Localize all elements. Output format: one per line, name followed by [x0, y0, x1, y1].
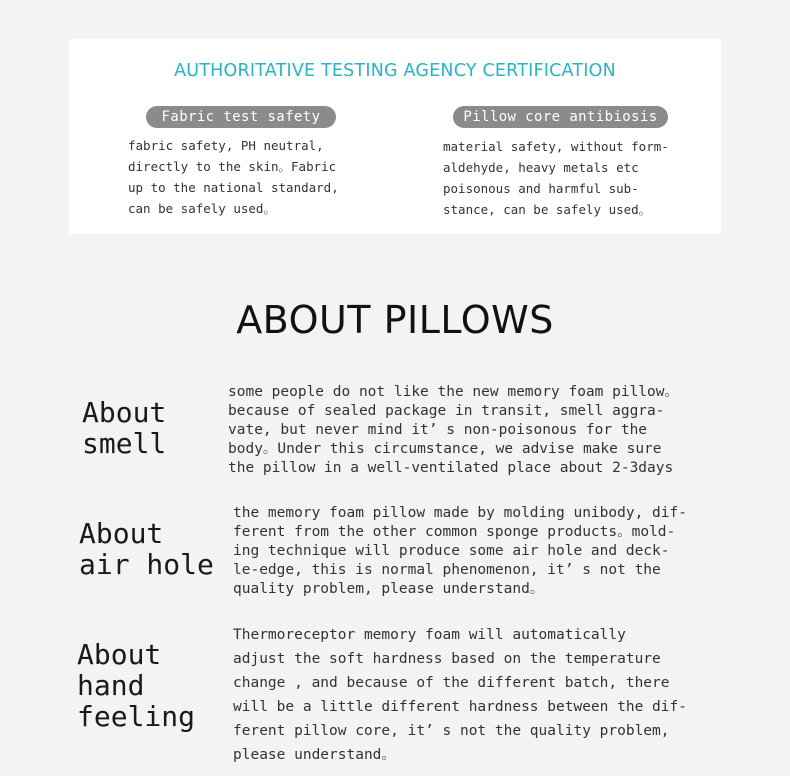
about-smell-text: some people do not like the new memory foam pillow。 because of sealed package in transit, smell aggra- vate, but never mind it’ s non-poisonous for the body。Under this circumstance, we advise make sure the pillow in a well-ventilated place about 2-3days — [228, 384, 679, 476]
about-hand-feeling-label: About hand feeling — [77, 638, 196, 733]
fabric-test-description: fabric safety, PH neutral, directly to the skin。Fabric up to the national standard, can be safely used。 — [128, 138, 339, 216]
certification-title: AUTHORITATIVE TESTING AGENCY CERTIFICATION — [174, 61, 616, 81]
fabric-test-badge: Fabric test safety — [146, 106, 336, 128]
about-air-hole-label: About air hole — [79, 517, 214, 581]
about-hand-feeling-text: Thermoreceptor memory foam will automatically adjust the soft hardness based on the temperature change , and because of the different batch, there will be a little different hardness between the dif- ferent pillow core, it’ s not the quality problem, please understand。 — [233, 627, 687, 763]
pillow-core-badge: Pillow core antibiosis — [453, 106, 668, 128]
about-smell-label: About smell — [82, 396, 167, 460]
about-pillows-title: ABOUT PILLOWS — [236, 298, 554, 342]
about-air-hole-text: the memory foam pillow made by molding unibody, dif- ferent from the other common sponge products。mold- ing technique will produce some air hole and deck- le-edge, this is normal phenomenon, it’ s not the quality problem, please understand。 — [233, 505, 687, 597]
pillow-core-description: material safety, without form- aldehyde, heavy metals etc poisonous and harmful sub- stance, can be safely used。 — [443, 139, 669, 217]
certification-card — [69, 39, 721, 234]
